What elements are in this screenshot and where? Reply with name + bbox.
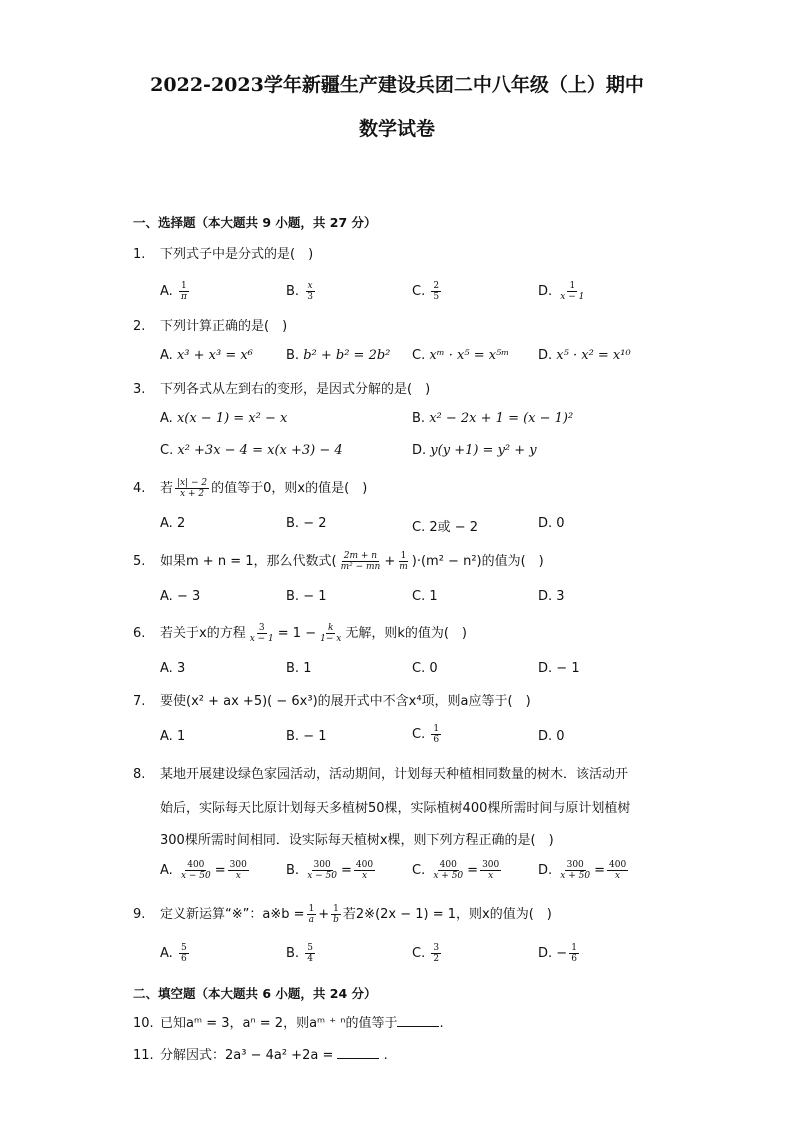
q3-option-c[interactable]: C. x² +3x − 4 = x(x +3) − 4 bbox=[160, 443, 343, 458]
q3-option-a[interactable]: A. x(x − 1) = x² − x bbox=[160, 411, 288, 426]
question-text: 下列各式从左到右的变形，是因式分解的是( ) bbox=[160, 382, 431, 397]
question-number: 3. bbox=[133, 382, 146, 397]
exam-title-line1: 2022-2023学年新疆生产建设兵团二中八年级（上）期中 bbox=[150, 74, 644, 96]
question-number: 2. bbox=[133, 319, 146, 334]
q8-option-a[interactable]: A. $\frac{400}{x - 50}$ = $\frac{300}{x}$ bbox=[160, 860, 247, 881]
q5-option-d[interactable]: D. 3 bbox=[538, 589, 565, 604]
answer-blank[interactable] bbox=[397, 1014, 439, 1027]
question-number: 8. bbox=[133, 767, 146, 782]
question-number: 9. bbox=[133, 907, 146, 922]
question-9: 9. 定义新运算“※”：a※b = $\frac{1}{a}$ + $\frac{1}{b}$ 若2※(2x − 1) = 1，则x的值为( ) bbox=[133, 904, 552, 925]
q8-option-d[interactable]: D. $\frac{300}{x + 50}$ = $\frac{400}{x}$ bbox=[538, 860, 627, 881]
q3-option-d[interactable]: D. y(y +1) = y² + y bbox=[412, 443, 537, 458]
q2-option-c[interactable]: C. xᵐ · x⁵ = x⁵ᵐ bbox=[412, 348, 510, 363]
question-number: 7. bbox=[133, 694, 146, 709]
question-number: 6. bbox=[133, 626, 146, 641]
q6-option-c[interactable]: C. 0 bbox=[412, 661, 438, 676]
fraction: $\frac{k}{1- x}$ bbox=[320, 623, 342, 644]
question-8: 8. 某地开展建设绿色家园活动，活动期间，计划每天种植相同数量的树木．该活动开 bbox=[133, 767, 629, 782]
q8-option-c[interactable]: C. $\frac{400}{x + 50}$ = $\frac{300}{x}$ bbox=[412, 860, 500, 881]
q5-option-a[interactable]: A. − 3 bbox=[160, 589, 201, 604]
question-5: 5. 如果m + n = 1，那么代数式( $\frac{2m + n}{\text{m² − mn}}$ + $\frac{1}{m}$ )·(m² − n²)的值为( ) bbox=[133, 551, 544, 572]
question-text: 下列式子中是分式的是( ) bbox=[160, 247, 314, 262]
answer-blank[interactable] bbox=[337, 1046, 379, 1059]
fraction: $\frac{3}{x - 1}$ bbox=[249, 623, 274, 644]
question-8-line2: 始后，实际每天比原计划每天多植树50棵，实际植树400棵所需时间与原计划植树 bbox=[160, 801, 631, 816]
question-number: 1. bbox=[133, 247, 146, 262]
q1-option-b[interactable]: B. $\frac{x}{3}$ bbox=[286, 281, 313, 302]
q9-option-b[interactable]: B. $\frac{5}{4}$ bbox=[286, 943, 313, 964]
q9-option-d[interactable]: D. − $\frac{1}{6}$ bbox=[538, 943, 577, 964]
question-2 bbox=[133, 318, 287, 336]
q6-option-b[interactable]: B. 1 bbox=[286, 661, 312, 676]
q5-option-b[interactable]: B. − 1 bbox=[286, 589, 327, 604]
q8-option-b[interactable]: B. $\frac{300}{x - 50}$ = $\frac{400}{x}$ bbox=[286, 860, 374, 881]
q4-option-c[interactable]: C. 2或 − 2 bbox=[412, 520, 479, 535]
fraction: $\frac{2m + n}{\text{m² − mn}}$ bbox=[340, 551, 381, 572]
question-1 bbox=[133, 246, 313, 264]
q2-option-a[interactable]: A. x³ + x³ = x⁶ bbox=[160, 348, 253, 363]
question-11: 11. 分解因式：2a³ − 4a² +2a = . bbox=[133, 1048, 388, 1063]
question-number: 10. bbox=[133, 1016, 154, 1031]
fraction: $\frac{1}{m}$ bbox=[399, 551, 408, 572]
question-7: 7. 要使(x² + ax +5)( − 6x³)的展开式中不含x⁴项，则a应等于( ) bbox=[133, 694, 531, 709]
q4-option-b[interactable]: B. − 2 bbox=[286, 516, 327, 531]
q7-option-d[interactable]: D. 0 bbox=[538, 729, 565, 744]
question-text: 下列计算正确的是( ) bbox=[160, 319, 288, 334]
q7-option-a[interactable]: A. 1 bbox=[160, 729, 186, 744]
q3-option-b[interactable]: B. x² − 2x + 1 = (x − 1)² bbox=[412, 411, 574, 426]
question-number: 11. bbox=[133, 1048, 154, 1063]
q6-option-d[interactable]: D. − 1 bbox=[538, 661, 580, 676]
q1-option-a[interactable]: A. $\frac{1}{\pi}$ bbox=[160, 281, 187, 302]
q5-option-c[interactable]: C. 1 bbox=[412, 589, 438, 604]
question-8-line3: 300棵所需时间相同．设实际每天植树x棵，则下列方程正确的是( ) bbox=[160, 833, 554, 848]
question-6: 6. 若关于x的方程 $\frac{3}{x - 1}$ = 1 − $\frac{k}{1- x}$ 无解，则k的值为( ) bbox=[133, 623, 468, 644]
fraction: $\frac{1}{b}$ bbox=[333, 904, 339, 925]
question-10: 10. 已知aᵐ = 3，aⁿ = 2，则aᵐ ⁺ ⁿ的值等于 . bbox=[133, 1016, 444, 1031]
question-number: 5. bbox=[133, 554, 146, 569]
question-number: 4. bbox=[133, 481, 146, 496]
exam-title-line2: 数学试卷 bbox=[358, 118, 435, 140]
section-heading-fill: 二、填空题（本大题共 6 小题，共 24 分） bbox=[133, 986, 377, 1001]
fraction: $\frac{|x| - 2}{x + 2}$ bbox=[177, 478, 208, 499]
question-3 bbox=[133, 381, 430, 399]
q6-option-a[interactable]: A. 3 bbox=[160, 661, 186, 676]
q9-option-c[interactable]: C. $\frac{3}{2}$ bbox=[412, 943, 440, 964]
fraction: $\frac{1}{a}$ bbox=[308, 904, 315, 925]
q1-option-d[interactable]: D. $\frac{1}{x - 1}$ bbox=[538, 281, 585, 302]
q7-option-b[interactable]: B. − 1 bbox=[286, 729, 327, 744]
q1-option-c[interactable]: C. $\frac{2}{5}$ bbox=[412, 281, 440, 302]
question-4: 4. 若 $\frac{|x| - 2}{x + 2}$ 的值等于0，则x的值是( ) bbox=[133, 478, 368, 499]
q9-option-a[interactable]: A. $\frac{5}{6}$ bbox=[160, 943, 187, 964]
q4-option-a[interactable]: A. 2 bbox=[160, 516, 186, 531]
q2-option-b[interactable]: B. b² + b² = 2b² bbox=[286, 348, 391, 363]
q4-option-d[interactable]: D. 0 bbox=[538, 516, 565, 531]
q7-option-c[interactable]: C. $\frac{1}{6}$ bbox=[412, 724, 440, 745]
section-heading-choice: 一、选择题（本大题共 9 小题，共 27 分） bbox=[133, 215, 377, 230]
q2-option-d[interactable]: D. x⁵ · x² = x¹⁰ bbox=[538, 348, 631, 363]
